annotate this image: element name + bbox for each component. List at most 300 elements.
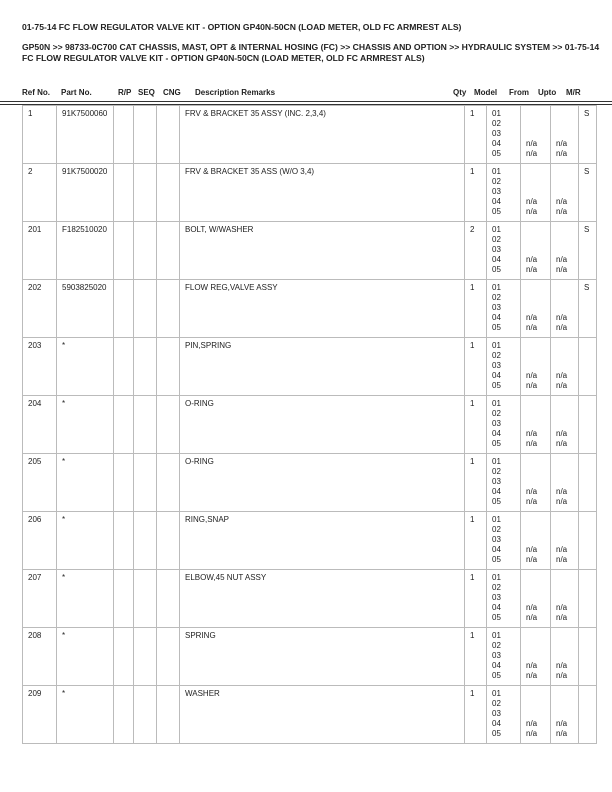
seq: [134, 280, 157, 338]
part-no: *: [57, 570, 114, 628]
models-value: 01: [492, 109, 501, 118]
models-value: 01: [492, 341, 501, 350]
column-header: M/R: [566, 88, 581, 97]
from-value: [526, 303, 545, 313]
mr: [579, 628, 597, 686]
upto-value: [556, 235, 573, 245]
models-list: [487, 338, 521, 396]
rp: [114, 338, 134, 396]
ref-no: 2: [23, 164, 57, 222]
from-list: [521, 222, 551, 280]
description: FRV & BRACKET 35 ASSY (INC. 2,3,4): [180, 106, 465, 164]
from-value: [526, 341, 545, 351]
from-value: [526, 187, 545, 197]
models-value: 02: [492, 641, 501, 650]
parts-table: [22, 105, 597, 744]
description: BOLT, W/WASHER: [180, 222, 465, 280]
models-value: 02: [492, 351, 501, 360]
mr: S: [579, 164, 597, 222]
table-row: [23, 628, 597, 686]
table-row: [23, 222, 597, 280]
upto-value: [556, 341, 573, 351]
from-value: n/a: [526, 603, 538, 612]
seq: [134, 106, 157, 164]
description: RING,SNAP: [180, 512, 465, 570]
part-no: *: [57, 338, 114, 396]
ref-no: 205: [23, 454, 57, 512]
models-value: 05: [492, 439, 501, 448]
qty: 1: [465, 570, 487, 628]
part-no: *: [57, 512, 114, 570]
upto-value: [556, 689, 573, 699]
from-value: [526, 293, 545, 303]
from-value: n/a: [526, 671, 538, 680]
from-value: n/a: [526, 487, 538, 496]
column-header: Part No.: [61, 88, 92, 97]
upto-value: n/a: [556, 197, 568, 206]
mr: [579, 570, 597, 628]
qty: 1: [465, 280, 487, 338]
rp: [114, 570, 134, 628]
upto-list: [551, 164, 579, 222]
from-value: [526, 583, 545, 593]
models-value: 01: [492, 457, 501, 466]
table-row: [23, 512, 597, 570]
mr: [579, 396, 597, 454]
cng: [157, 512, 180, 570]
models-value: 02: [492, 583, 501, 592]
from-value: [526, 689, 545, 699]
from-list: [521, 628, 551, 686]
models-value: 01: [492, 689, 501, 698]
from-value: [526, 167, 545, 177]
column-header: Model: [474, 88, 498, 97]
upto-value: [556, 187, 573, 197]
upto-value: n/a: [556, 139, 568, 148]
models-value: 02: [492, 119, 501, 128]
models-value: 03: [492, 245, 501, 254]
models-list: [487, 280, 521, 338]
mr: [579, 338, 597, 396]
from-value: [526, 409, 545, 419]
from-value: n/a: [526, 381, 538, 390]
models-value: 01: [492, 167, 501, 176]
qty: 1: [465, 106, 487, 164]
from-value: n/a: [526, 323, 538, 332]
models-value: 03: [492, 419, 501, 428]
from-value: [526, 457, 545, 467]
cng: [157, 686, 180, 744]
models-value: 03: [492, 709, 501, 718]
description: ELBOW,45 NUT ASSY: [180, 570, 465, 628]
from-value: [526, 399, 545, 409]
qty: 1: [465, 686, 487, 744]
models-value: 04: [492, 661, 501, 670]
column-header: Ref No.: [22, 88, 50, 97]
upto-value: [556, 477, 573, 487]
from-value: [526, 477, 545, 487]
from-value: [526, 177, 545, 187]
models-value: 04: [492, 429, 501, 438]
ref-no: 204: [23, 396, 57, 454]
models-list: [487, 164, 521, 222]
column-header: Upto: [538, 88, 557, 97]
from-value: [526, 129, 545, 139]
models-value: 05: [492, 671, 501, 680]
mr: [579, 686, 597, 744]
from-value: n/a: [526, 197, 538, 206]
rp: [114, 628, 134, 686]
seq: [134, 164, 157, 222]
upto-value: [556, 457, 573, 467]
table-row: [23, 106, 597, 164]
models-value: 05: [492, 729, 501, 738]
models-value: 02: [492, 409, 501, 418]
models-value: 03: [492, 535, 501, 544]
from-value: [526, 109, 545, 119]
part-no: *: [57, 686, 114, 744]
mr: S: [579, 222, 597, 280]
qty: 1: [465, 454, 487, 512]
upto-value: [556, 583, 573, 593]
description: FLOW REG,VALVE ASSY: [180, 280, 465, 338]
cng: [157, 164, 180, 222]
models-value: 03: [492, 361, 501, 370]
from-value: [526, 525, 545, 535]
upto-value: [556, 573, 573, 583]
upto-list: [551, 396, 579, 454]
upto-value: [556, 293, 573, 303]
models-value: 03: [492, 593, 501, 602]
upto-value: [556, 167, 573, 177]
models-value: 01: [492, 225, 501, 234]
from-list: [521, 338, 551, 396]
upto-value: [556, 225, 573, 235]
part-no: 91K7500060: [57, 106, 114, 164]
from-list: [521, 396, 551, 454]
table-row: [23, 570, 597, 628]
models-value: 03: [492, 187, 501, 196]
from-value: [526, 225, 545, 235]
ref-no: 209: [23, 686, 57, 744]
ref-no: 207: [23, 570, 57, 628]
mr: S: [579, 106, 597, 164]
qty: 1: [465, 396, 487, 454]
upto-value: [556, 467, 573, 477]
from-value: [526, 361, 545, 371]
upto-list: [551, 106, 579, 164]
from-value: n/a: [526, 719, 538, 728]
from-value: [526, 535, 545, 545]
from-value: n/a: [526, 149, 538, 158]
rp: [114, 106, 134, 164]
models-value: 02: [492, 699, 501, 708]
models-value: 04: [492, 371, 501, 380]
upto-value: n/a: [556, 313, 568, 322]
models-value: 05: [492, 613, 501, 622]
part-no: 5903825020: [57, 280, 114, 338]
from-value: [526, 351, 545, 361]
part-no: *: [57, 454, 114, 512]
from-value: [526, 651, 545, 661]
from-value: [526, 573, 545, 583]
upto-value: n/a: [556, 603, 568, 612]
upto-value: [556, 177, 573, 187]
from-value: n/a: [526, 207, 538, 216]
models-list: [487, 686, 521, 744]
models-value: 02: [492, 235, 501, 244]
seq: [134, 396, 157, 454]
from-list: [521, 164, 551, 222]
models-value: 04: [492, 255, 501, 264]
ref-no: 206: [23, 512, 57, 570]
upto-value: n/a: [556, 439, 568, 448]
upto-list: [551, 512, 579, 570]
ref-no: 202: [23, 280, 57, 338]
column-header: R/P: [118, 88, 132, 97]
upto-list: [551, 222, 579, 280]
upto-value: n/a: [556, 381, 568, 390]
models-list: [487, 628, 521, 686]
upto-value: n/a: [556, 613, 568, 622]
upto-value: n/a: [556, 371, 568, 380]
ref-no: 1: [23, 106, 57, 164]
upto-value: n/a: [556, 719, 568, 728]
models-value: 02: [492, 293, 501, 302]
upto-value: [556, 631, 573, 641]
upto-value: n/a: [556, 265, 568, 274]
from-list: [521, 686, 551, 744]
upto-value: [556, 525, 573, 535]
upto-value: [556, 245, 573, 255]
models-value: 03: [492, 477, 501, 486]
upto-value: [556, 351, 573, 361]
upto-value: [556, 361, 573, 371]
upto-value: [556, 119, 573, 129]
upto-value: [556, 303, 573, 313]
from-value: n/a: [526, 429, 538, 438]
from-value: [526, 641, 545, 651]
qty: 1: [465, 628, 487, 686]
rp: [114, 222, 134, 280]
upto-list: [551, 280, 579, 338]
upto-list: [551, 628, 579, 686]
column-header: Description Remarks: [195, 88, 276, 97]
upto-value: [556, 641, 573, 651]
ref-no: 203: [23, 338, 57, 396]
models-value: 03: [492, 651, 501, 660]
cng: [157, 454, 180, 512]
table-row: [23, 396, 597, 454]
from-value: n/a: [526, 313, 538, 322]
upto-value: [556, 109, 573, 119]
from-value: [526, 283, 545, 293]
models-value: 05: [492, 207, 501, 216]
seq: [134, 628, 157, 686]
upto-list: [551, 338, 579, 396]
column-header: CNG: [163, 88, 181, 97]
rp: [114, 396, 134, 454]
models-value: 01: [492, 399, 501, 408]
upto-value: n/a: [556, 729, 568, 738]
upto-value: [556, 399, 573, 409]
models-value: 04: [492, 197, 501, 206]
from-list: [521, 454, 551, 512]
page-title: 01-75-14 FC FLOW REGULATOR VALVE KIT - OPTION GP40N-50CN (LOAD METER, OLD FC ARMREST ALS): [22, 22, 462, 32]
rp: [114, 280, 134, 338]
upto-value: [556, 593, 573, 603]
description: WASHER: [180, 686, 465, 744]
from-value: [526, 515, 545, 525]
description: SPRING: [180, 628, 465, 686]
from-value: n/a: [526, 497, 538, 506]
from-value: [526, 709, 545, 719]
from-value: n/a: [526, 265, 538, 274]
table-row: [23, 280, 597, 338]
part-no: *: [57, 628, 114, 686]
models-value: 05: [492, 381, 501, 390]
models-value: 02: [492, 177, 501, 186]
from-value: n/a: [526, 729, 538, 738]
from-list: [521, 280, 551, 338]
qty: 1: [465, 338, 487, 396]
upto-value: n/a: [556, 429, 568, 438]
seq: [134, 222, 157, 280]
from-value: [526, 235, 545, 245]
part-no: *: [57, 396, 114, 454]
models-value: 03: [492, 129, 501, 138]
models-list: [487, 512, 521, 570]
from-list: [521, 570, 551, 628]
models-value: 03: [492, 303, 501, 312]
cng: [157, 338, 180, 396]
part-no: F182510020: [57, 222, 114, 280]
models-list: [487, 454, 521, 512]
ref-no: 201: [23, 222, 57, 280]
from-value: n/a: [526, 545, 538, 554]
upto-value: n/a: [556, 555, 568, 564]
upto-value: [556, 699, 573, 709]
upto-value: [556, 283, 573, 293]
models-value: 01: [492, 283, 501, 292]
upto-value: [556, 515, 573, 525]
models-value: 04: [492, 487, 501, 496]
from-value: [526, 119, 545, 129]
qty: 2: [465, 222, 487, 280]
qty: 1: [465, 164, 487, 222]
from-value: [526, 419, 545, 429]
mr: S: [579, 280, 597, 338]
models-value: 05: [492, 497, 501, 506]
models-value: 02: [492, 525, 501, 534]
models-value: 04: [492, 313, 501, 322]
models-value: 04: [492, 139, 501, 148]
upto-value: [556, 535, 573, 545]
from-value: [526, 631, 545, 641]
from-value: [526, 593, 545, 603]
upto-value: [556, 419, 573, 429]
description: FRV & BRACKET 35 ASS (W/O 3,4): [180, 164, 465, 222]
from-value: n/a: [526, 555, 538, 564]
models-list: [487, 222, 521, 280]
models-value: 04: [492, 545, 501, 554]
from-value: n/a: [526, 139, 538, 148]
upto-value: n/a: [556, 661, 568, 670]
column-header: Qty: [453, 88, 467, 97]
seq: [134, 512, 157, 570]
table-row: [23, 454, 597, 512]
upto-value: [556, 709, 573, 719]
models-list: [487, 396, 521, 454]
seq: [134, 570, 157, 628]
cng: [157, 106, 180, 164]
from-list: [521, 106, 551, 164]
upto-value: [556, 409, 573, 419]
seq: [134, 454, 157, 512]
ref-no: 208: [23, 628, 57, 686]
seq: [134, 686, 157, 744]
from-value: n/a: [526, 371, 538, 380]
description: PIN,SPRING: [180, 338, 465, 396]
upto-value: n/a: [556, 149, 568, 158]
upto-value: [556, 651, 573, 661]
models-value: 05: [492, 149, 501, 158]
upto-list: [551, 686, 579, 744]
models-value: 04: [492, 719, 501, 728]
column-header: From: [509, 88, 529, 97]
breadcrumb: GP50N >> 98733-0C700 CAT CHASSIS, MAST, OPT & INTERNAL HOSING (FC) >> CHASSIS AND OPTION >> HYDRAULIC SYSTEM >> 01-75-14 FC FLOW REGULATOR VALVE KIT - OPTION GP40N-50CN (LOAD METER, OLD FC ARMREST ALS): [22, 42, 600, 63]
from-value: n/a: [526, 661, 538, 670]
upto-value: [556, 129, 573, 139]
from-value: n/a: [526, 439, 538, 448]
models-value: 02: [492, 467, 501, 476]
mr: [579, 512, 597, 570]
models-value: 01: [492, 573, 501, 582]
upto-value: n/a: [556, 207, 568, 216]
mr: [579, 454, 597, 512]
models-value: 01: [492, 515, 501, 524]
models-value: 01: [492, 631, 501, 640]
rp: [114, 686, 134, 744]
upto-value: n/a: [556, 671, 568, 680]
table-row: [23, 164, 597, 222]
qty: 1: [465, 512, 487, 570]
from-value: n/a: [526, 255, 538, 264]
models-value: 05: [492, 323, 501, 332]
cng: [157, 570, 180, 628]
models-list: [487, 106, 521, 164]
part-no: 91K7500020: [57, 164, 114, 222]
upto-value: n/a: [556, 323, 568, 332]
rp: [114, 512, 134, 570]
models-value: 04: [492, 603, 501, 612]
table-row: [23, 338, 597, 396]
cng: [157, 628, 180, 686]
rp: [114, 164, 134, 222]
cng: [157, 396, 180, 454]
upto-value: n/a: [556, 545, 568, 554]
from-value: [526, 699, 545, 709]
table-row: [23, 686, 597, 744]
models-value: 05: [492, 555, 501, 564]
upto-list: [551, 570, 579, 628]
rp: [114, 454, 134, 512]
from-value: [526, 467, 545, 477]
cng: [157, 280, 180, 338]
from-value: [526, 245, 545, 255]
upto-list: [551, 454, 579, 512]
models-value: 05: [492, 265, 501, 274]
